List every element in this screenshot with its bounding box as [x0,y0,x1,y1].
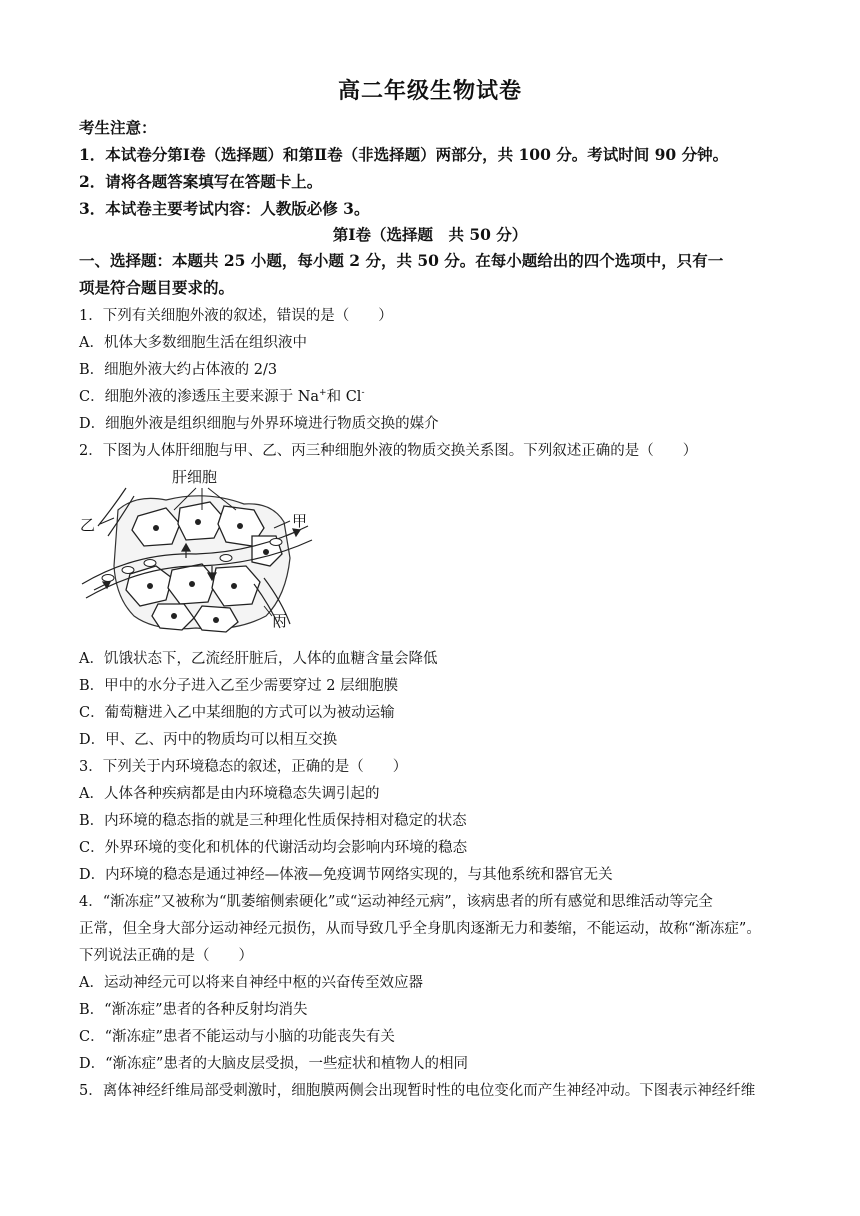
part1-heading: 第Ⅰ卷（选择题 共 50 分） [332,225,528,244]
q3-option-d: D．内环境的稳态是通过神经—体液—免疫调节网络实现的，与其他系统和器官无关 [79,867,613,883]
q1-option-a: A．机体大多数细胞生活在组织液中 [79,335,307,351]
q4-option-a: A．运动神经元可以将来自神经中枢的兴奋传至效应器 [79,975,423,991]
chloride-charge: - [361,388,365,399]
q4-option-d: D．“渐冻症”患者的大脑皮层受损，一些症状和植物人的相同 [79,1056,468,1072]
q2-option-a: A．饥饿状态下，乙流经肝脏后，人体的血糖含量会降低 [79,651,438,667]
q1-option-b: B．细胞外液大约占体液的 2/3 [79,362,278,378]
label-liver-cell: 肝细胞 [172,468,218,486]
q5-stem-line1: 5．离体神经纤维局部受刺激时，细胞膜两侧会出现暂时性的电位变化而产生神经冲动。下图表示神经纤维 [79,1083,756,1099]
q1-option-c-text: C．细胞外液的渗透压主要来源于 Na [79,389,320,405]
q1-option-c [79,385,364,406]
section-instructions-line1: 一、选择题：本题共 25 小题，每小题 2 分，共 50 分。在每小题给出的四个选项中，只有一 [79,251,724,270]
q2-option-d: D．甲、乙、丙中的物质均可以相互交换 [79,732,338,748]
notice-item-2: 2．请将各题答案填写在答题卡上。 [79,172,323,191]
q4-stem-line3: 下列说法正确的是（ ） [79,948,253,964]
label-bing: 丙 [272,612,288,630]
q1-option-c-mid: 和 Cl [326,389,362,405]
q2-option-b: B．甲中的水分子进入乙至少需要穿过 2 层细胞膜 [79,678,399,694]
liver-cell-diagram [76,466,322,636]
section-instructions-line2: 项是符合题目要求的。 [79,278,235,297]
page-title: 高二年级生物试卷 [337,78,522,104]
q4-option-c: C．“渐冻症”患者不能运动与小脑的功能丧失有关 [79,1029,395,1045]
notice-heading: 考生注意： [79,118,157,137]
label-yi: 乙 [80,516,96,534]
q4-option-b: B．“渐冻症”患者的各种反射均消失 [79,1002,308,1018]
q1-stem: 1．下列有关细胞外液的叙述，错误的是（ ） [79,308,393,324]
q3-stem: 3．下列关于内环境稳态的叙述，正确的是（ ） [79,759,408,775]
q3-option-c: C．外界环境的变化和机体的代谢活动均会影响内环境的稳态 [79,840,468,856]
q3-option-b: B．内环境的稳态指的就是三种理化性质保持相对稳定的状态 [79,813,467,829]
notice-item-1: 1．本试卷分第Ⅰ卷（选择题）和第Ⅱ卷（非选择题）两部分，共 100 分。考试时间 90 分钟。 [79,145,729,164]
q2-stem: 2．下图为人体肝细胞与甲、乙、丙三种细胞外液的物质交换关系图。下列叙述正确的是（ ） [79,443,698,459]
notice-item-3: 3．本试卷主要考试内容：人教版必修 3。 [79,199,370,218]
q2-option-c: C．葡萄糖进入乙中某细胞的方式可以为被动运输 [79,705,395,721]
q4-stem-line2: 正常，但全身大部分运动神经元损伤，从而导致几乎全身肌肉逐渐无力和萎缩，不能运动，故称“渐冻症”。 [79,921,761,937]
q1-option-d: D．细胞外液是组织细胞与外界环境进行物质交换的媒介 [79,416,439,432]
label-jia: 甲 [292,512,308,530]
sodium-charge: + [319,388,327,399]
q3-option-a: A．人体各种疾病都是由内环境稳态失调引起的 [79,786,380,802]
q4-stem-line1: 4．“渐冻症”又被称为“肌萎缩侧索硬化”或“运动神经元病”，该病患者的所有感觉和思维活动等完全 [79,894,713,910]
